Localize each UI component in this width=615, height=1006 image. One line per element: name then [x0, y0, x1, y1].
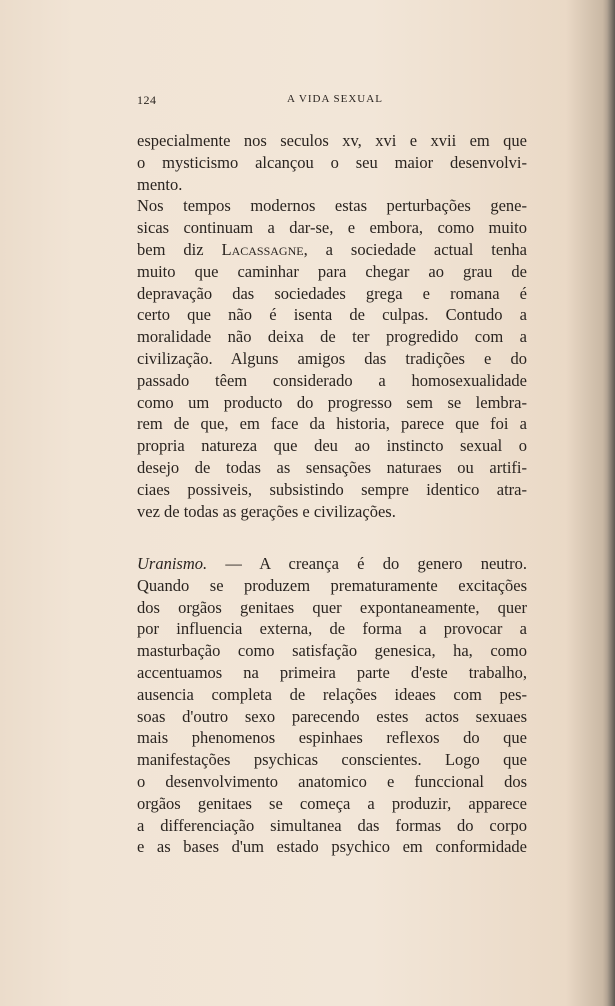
text-line: certo que não é isenta de culpas. Contudo a: [137, 305, 527, 325]
text-fragment: bem diz: [137, 239, 204, 259]
text-line: especialmente nos seculos xv, xvi e xvii em que: [137, 131, 527, 150]
text-line: o mysticismo alcançou o seu maior desenvolvi-: [137, 152, 527, 172]
running-title: A VIDA SEXUAL: [287, 93, 383, 105]
text-line: depravação das sociedades grega e romana é: [137, 283, 527, 303]
text-line: dos orgãos genitaes quer expontaneamente, quer: [137, 597, 527, 617]
paragraph-block-1: [137, 130, 527, 522]
text-line: mais phenomenos espinhaes reflexos do que: [137, 728, 527, 748]
running-header: [137, 93, 527, 111]
text-line: Nos tempos modernos estas perturbações gene-: [137, 196, 527, 216]
section-heading-uranismo: Uranismo.: [137, 554, 208, 573]
text-line: sicas continuam a dar-se, e embora, como muito: [137, 218, 527, 238]
text-line: soas d'outro sexo parecendo estes actos sexuaes: [137, 706, 527, 726]
text-line: orgãos genitaes se começa a produzir, apparece: [137, 793, 527, 813]
text-line: moralidade não deixa de ter progredido com a: [137, 327, 527, 347]
page-edge-shadow: [607, 0, 615, 1006]
text-line: passado têem considerado a homosexualidade: [137, 370, 527, 390]
text-line: [137, 553, 527, 575]
text-line: Quando se produzem prematuramente excitações: [137, 575, 527, 595]
author-name-lacassagne: Lacassagne: [221, 239, 304, 259]
text-line: e as bases d'um estado psychico em conformidade: [137, 837, 527, 857]
text-line: muito que caminhar para chegar ao grau de: [137, 261, 527, 281]
text-fragment: — A creança é do genero neutro.: [207, 554, 527, 573]
text-line: rem de que, em face da historia, parece que foi a: [137, 414, 527, 434]
text-line: masturbação como satisfação genesica, ha, como: [137, 641, 527, 661]
text-line: por influencia externa, de forma a provocar a: [137, 619, 527, 639]
text-line: [137, 239, 527, 261]
paragraph-block-2: [137, 553, 527, 858]
text-line: manifestações psychicas conscientes. Logo que: [137, 750, 527, 770]
text-line: a differenciação simultanea das formas do corpo: [137, 815, 527, 835]
text-line: o desenvolvimento anatomico e funccional dos: [137, 771, 527, 791]
text-line: civilização. Alguns amigos das tradições e do: [137, 348, 527, 368]
text-line: ciaes possiveis, subsistindo sempre identico atra-: [137, 479, 527, 499]
page-number: 124: [137, 93, 157, 107]
text-line: accentuamos na primeira parte d'este trabalho,: [137, 662, 527, 682]
text-line: como um producto do progresso sem se lembra-: [137, 392, 527, 412]
text-line: ausencia completa de relações ideaes com pes-: [137, 684, 527, 704]
text-line: desejo de todas as sensações naturaes ou artifi-: [137, 457, 527, 477]
text-fragment: , a sociedade actual tenha: [303, 239, 527, 259]
text-line: propria natureza que deu ao instincto sexual o: [137, 436, 527, 456]
text-line: mento.: [137, 174, 183, 194]
text-line: vez de todas as gerações e civilizações.: [137, 501, 396, 521]
